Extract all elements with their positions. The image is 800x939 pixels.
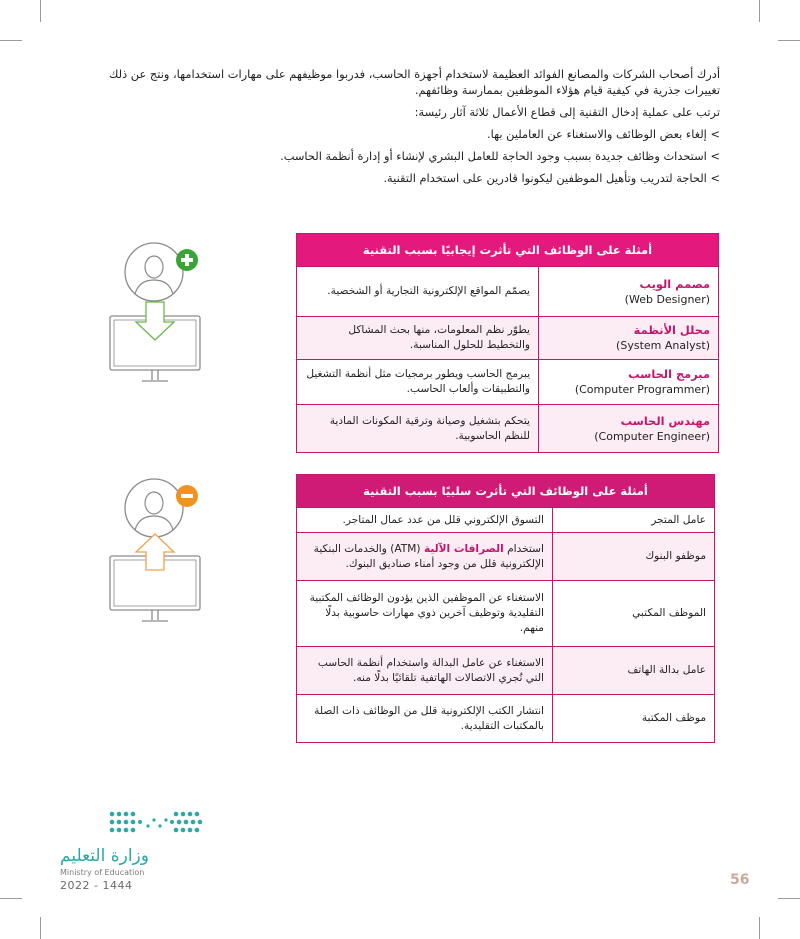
job-name-en: (Computer Engineer) — [594, 429, 711, 443]
job-description: يطوّر نظم المعلومات، منها بحث المشاكل والتخطيط للحلول المناسبة. — [297, 317, 539, 360]
negative-jobs-table — [296, 474, 715, 743]
job-description: التسوق الإلكتروني قلل من عدد عمال المتاجر. — [297, 508, 553, 533]
crop-mark — [759, 0, 760, 22]
description-text: (ATM) والخدمات البنكية الإلكترونية قلل من وجود أمناء صناديق البنوك. — [313, 542, 544, 570]
positive-table-title: أمثلة على الوظائف التي تأثرت إيجابيًا بسبب التقنية — [297, 234, 719, 267]
table-row — [297, 581, 715, 647]
crop-mark — [0, 898, 22, 899]
job-name-ar: مهندس الحاسب — [620, 413, 711, 428]
user-icon — [125, 243, 183, 301]
job-name-ar: مصمم الويب — [639, 276, 711, 291]
negative-table-title: أمثلة على الوظائف التي تأثرت سلبيًا بسبب التقنية — [297, 475, 715, 508]
plus-badge-icon — [176, 249, 198, 271]
user-icon — [125, 479, 183, 537]
job-title-cell — [539, 267, 719, 317]
minus-badge-icon — [176, 485, 198, 507]
table-row — [297, 508, 715, 533]
crop-mark — [40, 0, 41, 22]
edition-year: 2022 - 1444 — [60, 879, 133, 892]
job-name: الموظف المكتبي — [553, 581, 715, 647]
intro-effects-lead: ترتب على عملية إدخال التقنية إلى قطاع الأعمال ثلاثة آثار رئيسة: — [414, 105, 720, 119]
intro-bullet: > إلغاء بعض الوظائف والاستغناء عن العاملين بها. — [487, 127, 720, 141]
highlighted-term: الصرافات الآلية — [423, 542, 504, 555]
job-name-en: (Web Designer) — [624, 292, 711, 306]
negative-jobs-illustration — [108, 470, 208, 630]
intro-bullet: > استحداث وظائف جديدة بسبب وجود الحاجة للعامل البشري لإنشاء أو إدارة أنظمة الحاسب. — [280, 149, 720, 163]
ministry-name-en: Ministry of Education — [60, 868, 145, 877]
crop-mark — [759, 917, 760, 939]
ministry-logo-icon — [108, 808, 204, 842]
table-row — [297, 405, 719, 453]
intro-section — [80, 66, 720, 186]
page-number: 56 — [730, 872, 750, 888]
intro-bullet: > الحاجة لتدريب وتأهيل الموظفين ليكونوا قادرين على استخدام التقنية. — [383, 171, 720, 185]
job-title-cell — [539, 405, 719, 453]
crop-mark — [0, 40, 22, 41]
positive-jobs-illustration — [108, 234, 208, 394]
job-title-cell — [539, 317, 719, 360]
job-name-en: (System Analyst) — [616, 339, 711, 352]
table-row — [297, 647, 715, 695]
table-row — [297, 533, 715, 581]
job-name-ar: مبرمج الحاسب — [628, 367, 711, 381]
job-name-en: (Computer Programmer) — [574, 383, 711, 396]
table-row — [297, 317, 719, 360]
job-description: يبرمج الحاسب ويطور برمجيات مثل أنظمة التشغيل والتطبيقات وألعاب الحاسب. — [297, 360, 539, 405]
job-name-ar: محلل الأنظمة — [633, 323, 711, 337]
job-title-cell — [539, 360, 719, 405]
job-name: عامل بدالة الهاتف — [553, 647, 715, 695]
table-row — [297, 267, 719, 317]
positive-jobs-table — [296, 233, 719, 453]
job-description: يتحكم بتشغيل وصيانة وترقية المكونات المادية للنظم الحاسوبية. — [297, 405, 539, 453]
job-description: الاستغناء عن عامل البدالة واستخدام أنظمة الحاسب التي تُجري الاتصالات الهاتفية تلقائيًا بدلًا منه. — [297, 647, 553, 695]
job-description: يصمّم المواقع الإلكترونية التجارية أو الشخصية. — [297, 267, 539, 317]
intro-paragraph: أدرك أصحاب الشركات والمصانع الفوائد العظيمة لاستخدام أجهزة الحاسب، فدربوا موظيفهم على مهارات استخدامها، ونتج عن ذلك تغييرات جذرية في كيفية قيام هؤلاء الموظفين بممارسة وظائفهم. — [109, 67, 720, 97]
job-description: الاستغناء عن الموظفين الذين يؤدون الوظائف المكتبية التقليدية وتوظيف آخرين ذوي مهارات حاسوبية بدلًا منهم. — [297, 581, 553, 647]
table-row — [297, 360, 719, 405]
job-name: عامل المتجر — [553, 508, 715, 533]
crop-mark — [40, 917, 41, 939]
table-row — [297, 695, 715, 743]
job-description: انتشار الكتب الإلكترونية قلل من الوظائف ذات الصلة بالمكتبات التقليدية. — [297, 695, 553, 743]
description-text: استخدام — [503, 542, 544, 555]
crop-mark — [778, 40, 800, 41]
crop-mark — [778, 898, 800, 899]
job-description — [297, 533, 553, 581]
ministry-name-ar: وزارة التعليم — [60, 846, 149, 866]
job-name: موظفو البنوك — [553, 533, 715, 581]
job-name: موظف المكتبة — [553, 695, 715, 743]
